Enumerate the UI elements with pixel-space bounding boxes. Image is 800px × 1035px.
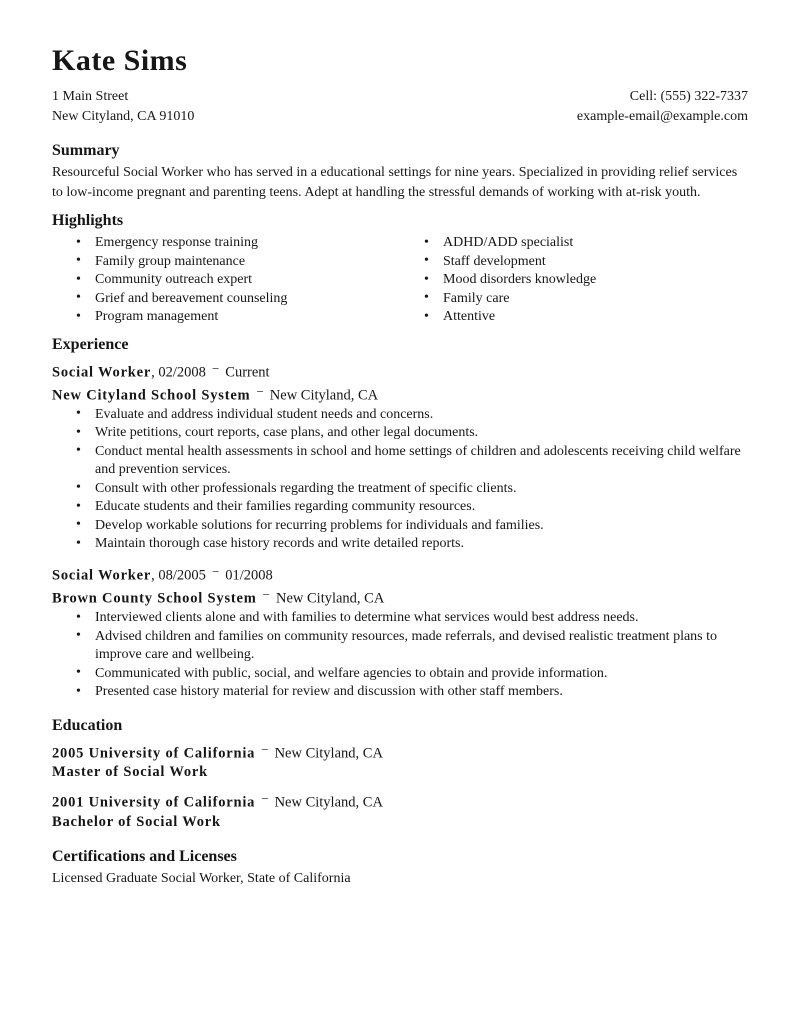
dash-separator: −	[256, 384, 264, 400]
job-company-line	[52, 382, 748, 406]
education-school: 2005 University of California	[52, 745, 256, 762]
summary-text: Resourceful Social Worker who has served in a educational settings for nine years. Specialized in providing relief services to low-income pregnant and parenting teens. Adept at handling the stressful demands of working with at-risk youth.	[52, 165, 738, 200]
job-bullet: • Interviewed clients alone and with families to determine what services would best address needs.	[52, 609, 748, 628]
job-bullet: • Educate students and their families regarding community resources.	[52, 498, 748, 517]
job-date-end: Current	[225, 364, 270, 381]
job-title: Social Worker	[52, 364, 152, 381]
highlights-column-2	[400, 234, 748, 327]
education-school-line	[52, 789, 748, 813]
highlight-item: • Community outreach expert	[52, 271, 400, 290]
education-location: New Cityland, CA	[274, 794, 383, 811]
job-bullet: • Develop workable solutions for recurring problems for individuals and families.	[52, 517, 748, 536]
job-title-line	[52, 359, 748, 383]
comma-separator: ,	[151, 567, 159, 584]
education-location: New Cityland, CA	[274, 745, 383, 762]
job-bullet-list	[52, 406, 748, 554]
job-entry	[52, 562, 748, 702]
job-company: New Cityland School System	[52, 387, 251, 404]
highlights-column-1	[52, 234, 400, 327]
dash-separator: −	[261, 741, 269, 757]
phone-number: Cell: (555) 322-7337	[629, 89, 748, 104]
job-title-line	[52, 562, 748, 586]
address-line-1: 1 Main Street	[52, 89, 129, 104]
highlight-item: • Grief and bereavement counseling	[52, 290, 400, 309]
address-line-2: New Cityland, CA 91010	[52, 109, 195, 124]
job-date-end: 01/2008	[225, 567, 273, 584]
comma-separator: ,	[151, 364, 159, 381]
section-certifications	[52, 847, 748, 889]
education-school: 2001 University of California	[52, 794, 256, 811]
dash-separator: −	[262, 587, 270, 603]
email-address: example-email@example.com	[576, 109, 748, 124]
highlight-item: • Mood disorders knowledge	[400, 271, 748, 290]
job-bullet: • Conduct mental health assessments in school and home settings of children and adolescents receiving child welfare and prevention services.	[52, 443, 748, 480]
section-summary	[52, 141, 748, 202]
job-bullet: • Consult with other professionals regarding the treatment of specific clients.	[52, 480, 748, 499]
job-bullet: • Presented case history material for review and discussion with other staff members.	[52, 683, 748, 702]
job-location: New Cityland, CA	[275, 591, 385, 607]
job-bullet: • Evaluate and address individual student needs and concerns.	[52, 406, 748, 425]
highlight-item: • ADHD/ADD specialist	[400, 234, 748, 253]
job-date-start: 02/2008	[158, 364, 206, 381]
highlight-item: • Program management	[52, 308, 400, 327]
highlight-item: • Family care	[400, 290, 748, 309]
section-education	[52, 716, 748, 832]
education-entry	[52, 740, 748, 783]
education-heading: Education	[52, 716, 123, 734]
job-location: New Cityland, CA	[269, 387, 379, 404]
job-date-start: 08/2005	[158, 567, 206, 584]
highlight-item: • Emergency response training	[52, 234, 400, 253]
dash-separator: −	[211, 563, 220, 579]
highlights-heading: Highlights	[52, 212, 124, 229]
dash-separator: −	[211, 360, 220, 376]
highlight-item: • Staff development	[400, 253, 748, 272]
job-bullet: • Maintain thorough case history records and write detailed reports.	[52, 535, 748, 554]
certification-text: Licensed Graduate Social Worker, State of California	[52, 870, 351, 886]
education-degree: Master of Social Work	[52, 764, 209, 781]
highlight-item: • Attentive	[400, 308, 748, 327]
job-bullet: • Communicated with public, social, and welfare agencies to obtain and provide information.	[52, 665, 748, 684]
job-company-line	[52, 585, 748, 609]
highlight-item: • Family group maintenance	[52, 253, 400, 272]
section-highlights	[52, 211, 748, 327]
dash-separator: −	[261, 791, 269, 807]
contact-block	[577, 87, 748, 127]
job-company: Brown County School System	[52, 591, 257, 607]
section-experience	[52, 335, 748, 702]
summary-heading: Summary	[52, 142, 120, 159]
education-degree: Bachelor of Social Work	[52, 813, 221, 830]
job-entry	[52, 359, 748, 554]
job-bullet: • Write petitions, court reports, case plans, and other legal documents.	[52, 424, 748, 443]
job-title: Social Worker	[52, 567, 152, 584]
job-bullet-list	[52, 609, 748, 702]
job-bullet: • Advised children and families on community resources, made referrals, and devised realistic treatment plans to improve care and wellbeing.	[52, 628, 748, 665]
person-name: Kate Sims	[52, 44, 188, 77]
highlights-columns	[52, 234, 748, 327]
education-entry	[52, 789, 748, 832]
resume-header	[52, 44, 748, 127]
contact-row	[52, 87, 748, 127]
education-school-line	[52, 740, 748, 764]
certifications-heading: Certifications and Licenses	[52, 847, 237, 865]
address-block	[52, 87, 194, 127]
experience-heading: Experience	[52, 335, 129, 353]
